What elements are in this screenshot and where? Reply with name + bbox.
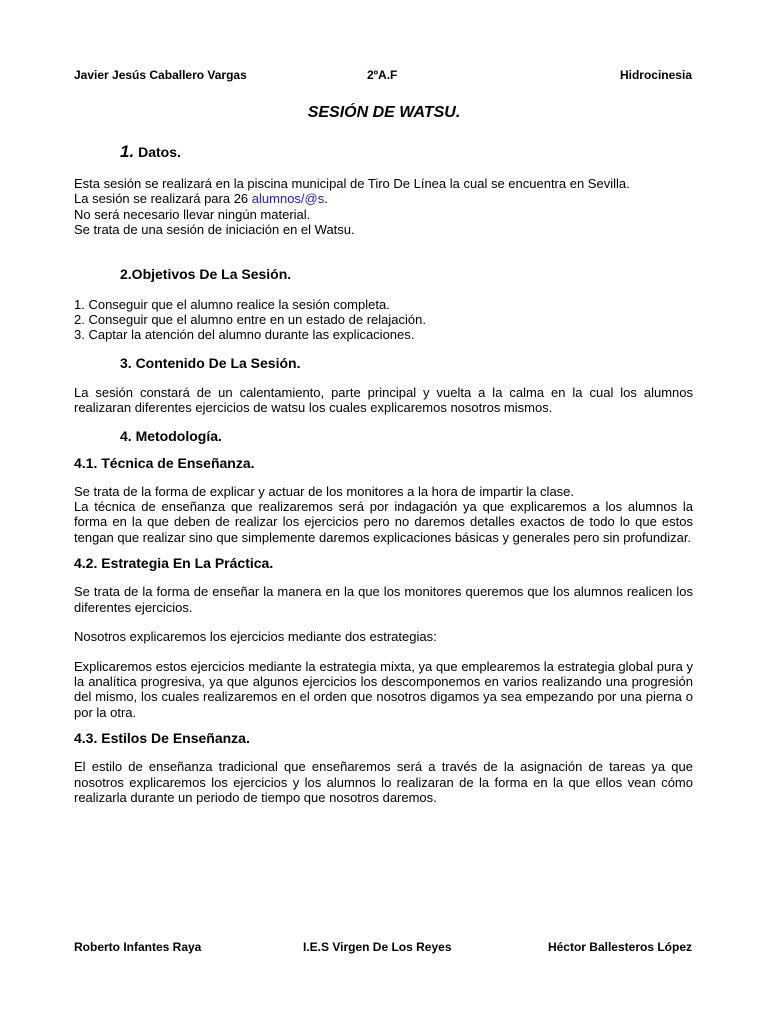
document-body bbox=[74, 142, 693, 805]
estilos-text: El estilo de enseñanza tradicional que enseñaremos será a través de la asignación de tareas ya que nosotros explicaremos los ejercicios y los alumnos lo realizaran de la forma en la que ellos vean cómo realizarla durante un periodo de tiempo que nosotros daremos. bbox=[74, 759, 693, 805]
page-footer bbox=[74, 940, 692, 956]
footer-author-2: Héctor Ballesteros López bbox=[547, 940, 692, 954]
footer-school: I.E.S Virgen De Los Reyes bbox=[303, 940, 452, 954]
header-subject: Hidrocinesia bbox=[619, 68, 692, 82]
section-contenido-heading: 3. Contenido De La Sesión. bbox=[120, 354, 301, 371]
datos-line-2 bbox=[74, 191, 693, 206]
section-datos-heading bbox=[120, 142, 693, 162]
objetivo-item-3: 3. Captar la atención del alumno durante las explicaciones. bbox=[74, 327, 415, 343]
section-estrategia-heading: 4.2. Estrategia En La Práctica. bbox=[74, 555, 274, 572]
header-author: Javier Jesús Caballero Vargas bbox=[74, 68, 247, 82]
section-metodologia-heading: 4. Metodología. bbox=[120, 427, 222, 444]
header-group: 2ºA.F bbox=[367, 68, 398, 82]
alumnos-link[interactable]: alumnos/@s bbox=[251, 191, 325, 207]
page-header bbox=[74, 68, 692, 84]
section-tecnica-heading: 4.1. Técnica de Enseñanza. bbox=[74, 454, 255, 471]
section-datos-title: Datos. bbox=[138, 144, 181, 160]
section-number: 1. bbox=[120, 142, 135, 161]
footer-author-1: Roberto Infantes Raya bbox=[74, 940, 202, 954]
section-estilos-heading: 4.3. Estilos De Enseñanza. bbox=[74, 730, 250, 747]
tecnica-line-1: Se trata de la forma de explicar y actuar de los monitores a la hora de impartir la clase. bbox=[74, 483, 575, 499]
datos-line-1: Esta sesión se realizará en la piscina municipal de Tiro De Línea la cual se encuentra en Sevilla. bbox=[74, 176, 630, 191]
section-objetivos-heading: 2.Objetivos De La Sesión. bbox=[120, 265, 292, 282]
estrategia-p1: Se trata de la forma de enseñar la manera en la que los monitores queremos que los alumnos realicen los diferentes ejercicios. bbox=[74, 584, 693, 615]
tecnica-text: La técnica de enseñanza que realizaremos será por indagación ya que explicaremos a los alumnos la forma en la que deben de realizar los ejercicios pero no daremos detalles exactos de todo lo que estos tengan que realizar sino que simplemente daremos explicaciones básicas y generales pero sin profundizar. bbox=[74, 499, 693, 545]
document-title: SESIÓN DE WATSU. bbox=[307, 104, 461, 121]
estrategia-p2: Nosotros explicaremos los ejercicios mediante dos estrategias: bbox=[74, 629, 437, 645]
datos-line-3: No será necesario llevar ningún material. bbox=[74, 206, 311, 222]
datos-line-2-text: La sesión se realizará para 26 bbox=[74, 191, 252, 207]
datos-line-2-end: . bbox=[324, 191, 328, 207]
datos-line-4: Se trata de una sesión de iniciación en el Watsu. bbox=[74, 222, 355, 238]
objetivo-item-2: 2. Conseguir que el alumno entre en un estado de relajación. bbox=[74, 312, 426, 328]
estrategia-p3: Explicaremos estos ejercicios mediante la estrategia mixta, ya que emplearemos la estrategia global pura y la analítica progresiva, ya que algunos ejercicios los descomponemos en varios realizando una progresión del mismo, los cuales realizaremos en el orden que nosotros digamos ya sea empezando por una pierna o por la otra. bbox=[74, 658, 693, 720]
contenido-text: La sesión constará de un calentamiento, parte principal y vuelta a la calma en la cual los alumnos realizaran diferentes ejercicios de watsu los cuales explicaremos nosotros mismos. bbox=[74, 384, 693, 416]
objetivo-item-1: 1. Conseguir que el alumno realice la sesión completa. bbox=[74, 296, 390, 312]
